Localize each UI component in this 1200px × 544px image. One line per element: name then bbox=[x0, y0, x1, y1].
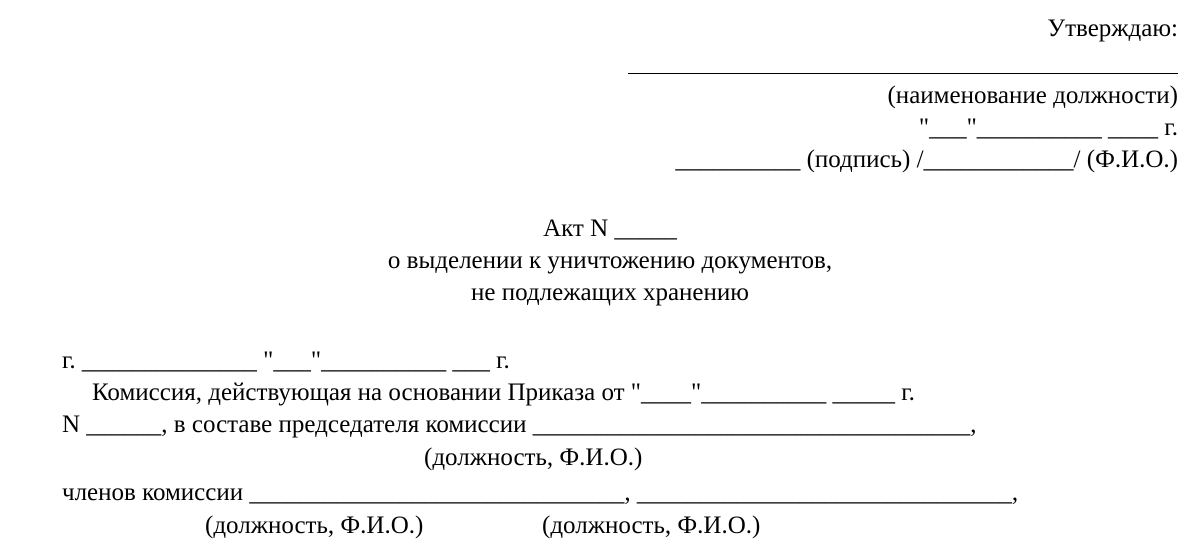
position-blank-line bbox=[628, 73, 1178, 74]
members-line: членов комиссии ______________________________, ______________________________, bbox=[62, 479, 1019, 506]
approval-signature-line: __________ (подпись) /____________/ (Ф.И.О.) bbox=[675, 146, 1178, 173]
approval-date-line: "___"__________ ____ г. bbox=[918, 114, 1178, 141]
act-subtitle-1: о выделении к уничтожению документов, bbox=[387, 247, 833, 274]
position-caption: (наименование должности) bbox=[887, 82, 1178, 109]
member-caption-2: (должность, Ф.И.О.) bbox=[542, 512, 761, 539]
act-title: Акт N _____ bbox=[543, 215, 677, 242]
commission-line: Комиссия, действующая на основании Приказа от "____"__________ _____ г. bbox=[92, 379, 915, 406]
place-date-line: г. ______________ "___"__________ ___ г. bbox=[62, 347, 510, 374]
chair-caption: (должность, Ф.И.О.) bbox=[424, 444, 643, 471]
order-number-line: N ______, в составе председателя комиссии ___________________________________, bbox=[62, 411, 977, 438]
member-caption-1: (должность, Ф.И.О.) bbox=[205, 512, 424, 539]
approval-heading: Утверждаю: bbox=[1047, 15, 1178, 42]
act-subtitle-2: не подлежащих хранению bbox=[471, 279, 749, 306]
